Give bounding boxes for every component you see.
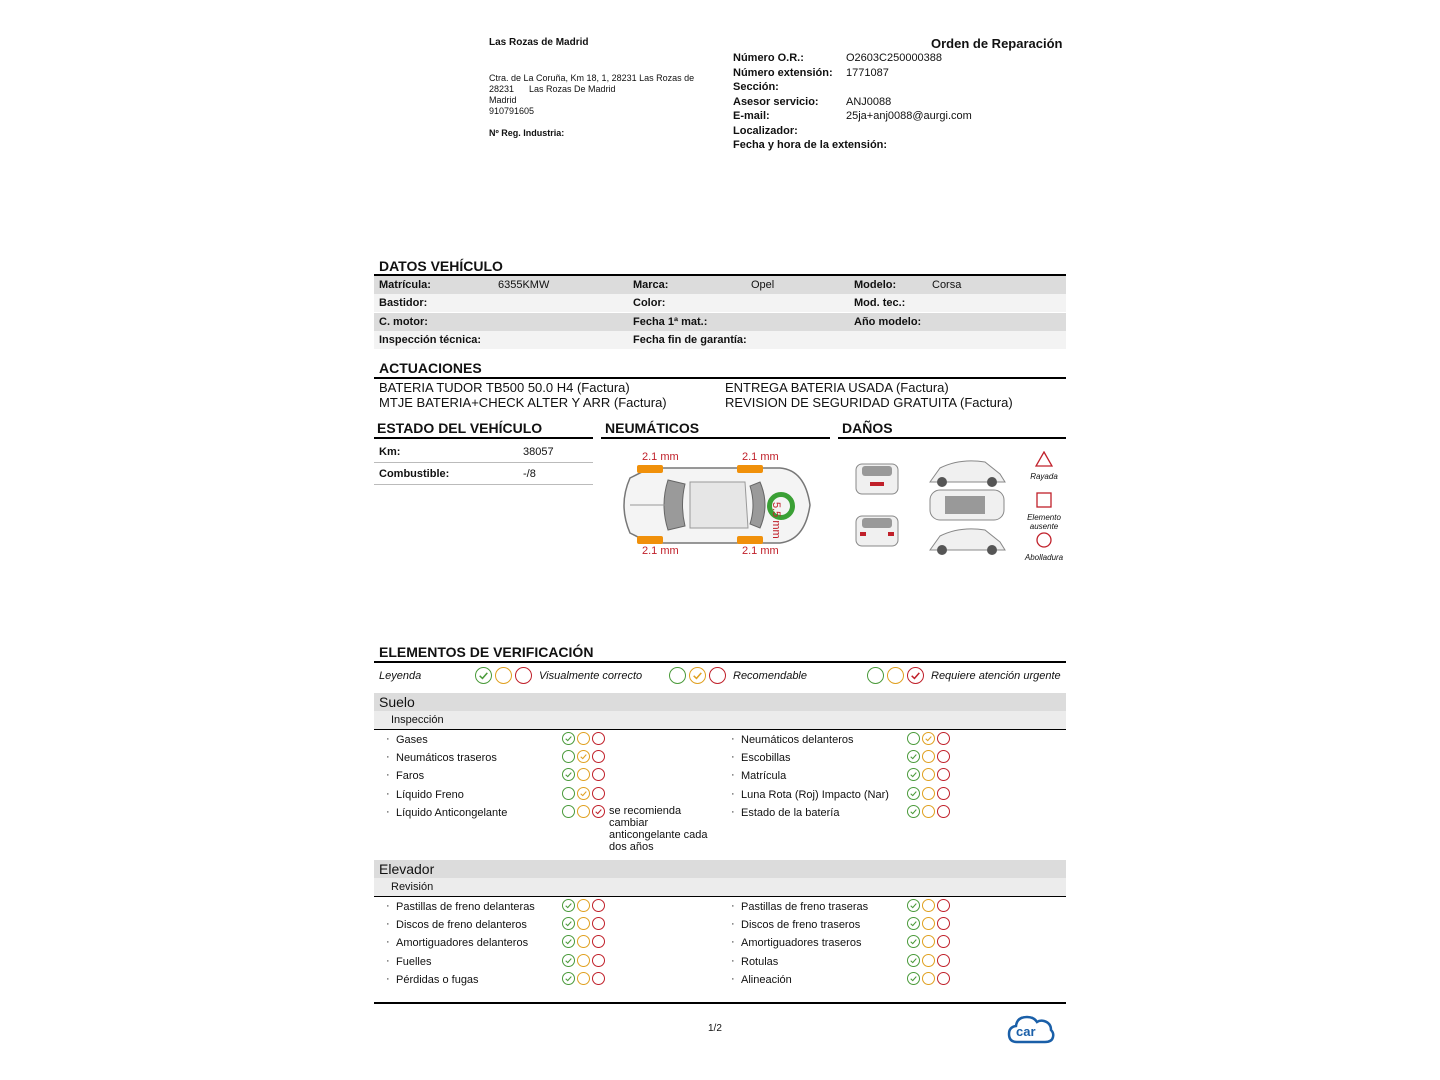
- header-field-label: E-mail:: [733, 110, 770, 122]
- check-item: [386, 787, 716, 805]
- check-item-label: Líquido Freno: [396, 788, 464, 801]
- orange-status-circle-icon: [577, 899, 590, 912]
- green-status-circle-icon: [669, 667, 686, 684]
- actions-right-list: [725, 380, 1013, 410]
- fuel-value: -/8: [523, 468, 536, 480]
- red-status-circle-icon: [937, 972, 950, 985]
- green-status-circle-icon: [562, 972, 575, 985]
- orange-status-circle-icon: [689, 667, 706, 684]
- check-item-label: Pastillas de freno traseras: [741, 901, 869, 913]
- status-indicator: [907, 768, 952, 781]
- fuel-label: Combustible:: [379, 468, 450, 480]
- legend-item-label: Visualmente correcto: [539, 669, 643, 682]
- vehicle-field-label: Marca:: [633, 279, 669, 291]
- state-section-title: ESTADO DEL VEHÍCULO: [377, 420, 543, 436]
- green-status-circle-icon: [562, 954, 575, 967]
- orange-status-circle-icon: [577, 787, 590, 800]
- group-subheader: [374, 711, 1066, 729]
- car-top-view-icon: [930, 490, 1004, 520]
- tyre-rear-left-depth: 2.1 mm: [642, 545, 679, 557]
- vehicle-table-row: [374, 331, 1066, 349]
- vehicle-field-label: Bastidor:: [379, 297, 428, 310]
- status-indicator: [907, 935, 952, 948]
- orange-status-circle-icon: [922, 935, 935, 948]
- car-rear-view-icon: [856, 516, 898, 546]
- status-indicator: [907, 954, 952, 967]
- orange-status-circle-icon: [577, 805, 590, 818]
- status-indicator: [907, 750, 952, 763]
- actions-left-list: [379, 380, 667, 410]
- circle-icon: [1036, 532, 1052, 548]
- orange-status-circle-icon: [577, 972, 590, 985]
- header-field-label: Localizador:: [733, 124, 798, 137]
- green-status-circle-icon: [907, 917, 920, 930]
- vehicle-field-label: C. motor:: [379, 315, 428, 328]
- vehicle-field-label: Mod. tec.:: [854, 297, 906, 310]
- red-status-circle-icon: [592, 787, 605, 800]
- actions-section-title: ACTUACIONES: [379, 360, 482, 376]
- tyre-rear-left-marker: [637, 536, 663, 544]
- bullet: ·: [731, 805, 735, 818]
- vehicle-table-row: [374, 294, 1066, 312]
- check-item-label: Pastillas de freno delanteras: [396, 901, 535, 913]
- header-field-label: Fecha y hora de la extensión:: [733, 139, 888, 151]
- vehicle-field-label: Modelo:: [854, 279, 897, 291]
- status-indicator: [562, 917, 607, 930]
- bullet: ·: [386, 918, 390, 931]
- red-status-circle-icon: [592, 750, 605, 763]
- check-item-label: Alineación: [741, 973, 792, 986]
- legend-item-label: Recomendable: [733, 669, 807, 682]
- group-title: Suelo: [379, 694, 415, 710]
- status-indicator: [907, 899, 952, 912]
- green-status-circle-icon: [562, 935, 575, 948]
- check-item: [386, 917, 716, 935]
- bullet: ·: [386, 972, 390, 985]
- bullet: ·: [386, 751, 390, 764]
- damage-section-title: DAÑOS: [842, 420, 893, 436]
- group-header: [374, 693, 1066, 711]
- green-status-circle-icon: [562, 750, 575, 763]
- orange-status-circle-icon: [922, 805, 935, 818]
- legend-item-label: Requiere atención urgente: [931, 669, 1061, 682]
- group-subtitle: Revisión: [391, 881, 434, 893]
- status-indicator: [907, 732, 952, 745]
- check-item-label: Escobillas: [741, 752, 791, 765]
- check-item: [386, 935, 716, 953]
- check-item-label: Discos de freno traseros: [741, 919, 861, 932]
- orange-status-circle-icon: [577, 917, 590, 930]
- bullet: ·: [731, 751, 735, 764]
- check-item-note: se recomienda cambiar anticongelante cada dos años: [609, 804, 708, 853]
- red-status-circle-icon: [937, 768, 950, 781]
- legend-item: [475, 667, 642, 685]
- spare-tyre-depth: 5.5 mm: [770, 502, 782, 539]
- check-item: [386, 954, 716, 972]
- red-status-circle-icon: [937, 732, 950, 745]
- check-item-label: Luna Rota (Roj) Impacto (Nar): [741, 788, 889, 801]
- bullet: ·: [731, 918, 735, 931]
- green-status-circle-icon: [562, 805, 575, 818]
- green-status-circle-icon: [562, 899, 575, 912]
- car-cloud-logo: car: [1007, 1012, 1055, 1046]
- group-header: [374, 860, 1066, 878]
- check-item-label: Líquido Anticongelante: [396, 806, 508, 819]
- bullet: ·: [731, 769, 735, 782]
- km-value: 38057: [523, 446, 554, 458]
- check-item: [731, 787, 1061, 805]
- group-divider: [374, 729, 1066, 730]
- green-status-circle-icon: [907, 768, 920, 781]
- check-item-label: Faros: [396, 770, 425, 783]
- red-status-circle-icon: [907, 667, 924, 684]
- vehicle-section-title: DATOS VEHÍCULO: [379, 258, 503, 274]
- orange-status-circle-icon: [922, 954, 935, 967]
- green-status-circle-icon: [867, 667, 884, 684]
- header-field-label: Sección:: [733, 81, 779, 93]
- bullet: ·: [386, 805, 390, 818]
- red-status-circle-icon: [592, 768, 605, 781]
- bullet: ·: [386, 900, 390, 912]
- bullet: ·: [731, 787, 735, 800]
- green-status-circle-icon: [907, 954, 920, 967]
- orange-status-circle-icon: [922, 732, 935, 745]
- reg-industria-label: Nº Reg. Industria:: [489, 128, 565, 138]
- status-indicator: [562, 935, 607, 948]
- status-indicator: [562, 750, 607, 763]
- check-item: [386, 804, 716, 853]
- red-status-circle-icon: [592, 899, 605, 912]
- red-status-circle-icon: [592, 935, 605, 948]
- check-item: [731, 954, 1061, 972]
- header-field-label: Número O.R.:: [733, 52, 804, 64]
- check-item-label: Amortiguadores traseros: [741, 937, 862, 950]
- damage-car-views: [850, 452, 1020, 562]
- action-item: REVISION DE SEGURIDAD GRATUITA (Factura): [725, 395, 1013, 410]
- green-status-circle-icon: [562, 768, 575, 781]
- status-indicator: [907, 805, 952, 818]
- green-status-circle-icon: [562, 732, 575, 745]
- square-icon: [1036, 492, 1052, 508]
- bullet: ·: [386, 733, 390, 745]
- status-indicator: [562, 805, 607, 818]
- vehicle-field-label: Matrícula:: [379, 279, 431, 291]
- status-indicator: [669, 667, 729, 685]
- header-field-label: Asesor servicio:: [733, 95, 819, 108]
- orange-status-circle-icon: [577, 750, 590, 763]
- vehicle-table-row: [374, 313, 1066, 331]
- damage-legend-scratch: Rayada: [1028, 451, 1060, 481]
- bullet: ·: [731, 954, 735, 967]
- red-status-circle-icon: [592, 972, 605, 985]
- check-item: [731, 768, 1061, 786]
- triangle-icon: [1035, 451, 1053, 467]
- check-item-label: Estado de la batería: [741, 806, 840, 819]
- vehicle-field-label: Fecha 1ª mat.:: [633, 315, 708, 328]
- status-indicator: [907, 787, 952, 800]
- tyre-front-left-marker: [637, 465, 663, 473]
- vehicle-field-label: Fecha fin de garantía:: [633, 333, 747, 346]
- check-item: [386, 768, 716, 786]
- vehicle-field-label: Inspección técnica:: [379, 333, 482, 346]
- group-divider: [374, 896, 1066, 897]
- status-indicator: [562, 899, 607, 912]
- check-item: [731, 935, 1061, 953]
- check-item: [731, 750, 1061, 768]
- status-indicator: [907, 917, 952, 930]
- group-subtitle: Inspección: [391, 714, 444, 726]
- tyre-front-right-marker: [737, 465, 763, 473]
- orange-status-circle-icon: [577, 935, 590, 948]
- vehicle-field-label: Color:: [633, 297, 666, 310]
- bullet: ·: [731, 900, 735, 912]
- red-status-circle-icon: [937, 787, 950, 800]
- vehicle-field-label: Año modelo:: [854, 315, 922, 328]
- tyres-section-title: NEUMÁTICOS: [605, 420, 700, 436]
- red-status-circle-icon: [937, 805, 950, 818]
- orange-status-circle-icon: [922, 917, 935, 930]
- red-status-circle-icon: [592, 954, 605, 967]
- header-field-value: ANJ0088: [846, 95, 892, 108]
- green-status-circle-icon: [907, 805, 920, 818]
- header-field-label: Número extensión:: [733, 66, 833, 79]
- check-item-label: Neumáticos traseros: [396, 752, 497, 765]
- damage-legend-dent: Abolladura: [1022, 532, 1066, 562]
- check-item-label: Amortiguadores delanteros: [396, 937, 529, 950]
- bullet: ·: [386, 787, 390, 800]
- check-item-label: Pérdidas o fugas: [396, 973, 479, 986]
- header-field-value: O2603C250000388: [846, 52, 943, 64]
- bullet: ·: [386, 769, 390, 782]
- check-item: [731, 972, 1061, 990]
- car-side-view-icon: [930, 529, 1005, 555]
- bullet: ·: [386, 936, 390, 949]
- bullet: ·: [386, 954, 390, 967]
- vehicle-field-value: Corsa: [932, 279, 962, 291]
- status-indicator: [562, 787, 607, 800]
- car-side-view-icon: [930, 461, 1005, 487]
- red-status-circle-icon: [592, 805, 605, 818]
- action-item: ENTREGA BATERIA USADA (Factura): [725, 380, 949, 395]
- orange-status-circle-icon: [577, 768, 590, 781]
- red-status-circle-icon: [937, 917, 950, 930]
- verification-section-title: ELEMENTOS DE VERIFICACIÓN: [379, 644, 594, 660]
- orange-status-circle-icon: [887, 667, 904, 684]
- status-indicator: [867, 667, 927, 685]
- orange-status-circle-icon: [922, 787, 935, 800]
- check-item: [731, 899, 1061, 917]
- green-status-circle-icon: [907, 750, 920, 763]
- orange-status-circle-icon: [922, 972, 935, 985]
- green-status-circle-icon: [907, 732, 920, 745]
- tyre-rear-right-depth: 2.1 mm: [742, 545, 779, 557]
- green-status-circle-icon: [907, 787, 920, 800]
- check-item-label: Discos de freno delanteros: [396, 919, 527, 932]
- red-status-circle-icon: [709, 667, 726, 684]
- document-title: Orden de Reparación: [931, 36, 1063, 51]
- check-item-label: Fuelles: [396, 955, 432, 968]
- orange-status-circle-icon: [922, 750, 935, 763]
- tyre-front-left-depth: 2.1 mm: [642, 451, 679, 463]
- orange-status-circle-icon: [577, 954, 590, 967]
- orange-status-circle-icon: [577, 732, 590, 745]
- page-number: 1/2: [708, 1023, 722, 1034]
- vehicle-field-value: Opel: [751, 279, 775, 291]
- check-item: [386, 750, 716, 768]
- bullet: ·: [731, 733, 735, 745]
- green-status-circle-icon: [475, 667, 492, 684]
- legend-item: [867, 667, 1061, 685]
- car-front-view-icon: [856, 464, 898, 494]
- action-item: BATERIA TUDOR TB500 50.0 H4 (Factura): [379, 380, 630, 395]
- damage-legend-missing: Elemento ausente: [1022, 492, 1066, 531]
- status-indicator: [562, 954, 607, 967]
- status-indicator: [562, 768, 607, 781]
- vehicle-table-row: [374, 276, 1066, 294]
- check-item: [731, 732, 1061, 750]
- tyre-front-right-depth: 2.1 mm: [742, 451, 779, 463]
- header-field-value: 25ja+anj0088@aurgi.com: [846, 110, 972, 122]
- status-indicator: [907, 972, 952, 985]
- company-name: Las Rozas de Madrid: [489, 37, 589, 48]
- red-status-circle-icon: [937, 935, 950, 948]
- check-item: [386, 972, 716, 990]
- red-status-circle-icon: [592, 732, 605, 745]
- green-status-circle-icon: [562, 787, 575, 800]
- red-status-circle-icon: [937, 954, 950, 967]
- green-status-circle-icon: [907, 935, 920, 948]
- green-status-circle-icon: [562, 917, 575, 930]
- check-item: [731, 917, 1061, 935]
- green-status-circle-icon: [907, 972, 920, 985]
- check-item-label: Gases: [396, 734, 428, 746]
- bullet: ·: [731, 936, 735, 949]
- status-indicator: [562, 732, 607, 745]
- red-status-circle-icon: [592, 917, 605, 930]
- tyre-rear-right-marker: [737, 536, 763, 544]
- status-indicator: [562, 972, 607, 985]
- header-field-value: 1771087: [846, 66, 889, 79]
- orange-status-circle-icon: [495, 667, 512, 684]
- check-item: [386, 899, 716, 917]
- group-title: Elevador: [379, 861, 435, 877]
- check-item-label: Neumáticos delanteros: [741, 734, 854, 746]
- legend-item: [669, 667, 807, 685]
- check-item-label: Matrícula: [741, 770, 787, 783]
- orange-status-circle-icon: [922, 768, 935, 781]
- check-item-label: Rotulas: [741, 955, 779, 968]
- check-item: [731, 805, 1061, 823]
- orange-status-circle-icon: [922, 899, 935, 912]
- address-block: Ctra. de La Coruña, Km 18, 1, 28231 Las Rozas de 28231 Las Rozas De Madrid Madrid 910791605: [489, 73, 695, 116]
- check-item: [386, 732, 716, 750]
- vehicle-field-value: 6355KMW: [498, 279, 550, 291]
- action-item: MTJE BATERIA+CHECK ALTER Y ARR (Factura): [379, 395, 667, 410]
- red-status-circle-icon: [937, 899, 950, 912]
- km-label: Km:: [379, 446, 401, 458]
- group-subheader: [374, 878, 1066, 896]
- green-status-circle-icon: [907, 899, 920, 912]
- status-indicator: [475, 667, 535, 685]
- legend-label: Leyenda: [379, 670, 422, 682]
- bullet: ·: [731, 972, 735, 985]
- red-status-circle-icon: [515, 667, 532, 684]
- red-status-circle-icon: [937, 750, 950, 763]
